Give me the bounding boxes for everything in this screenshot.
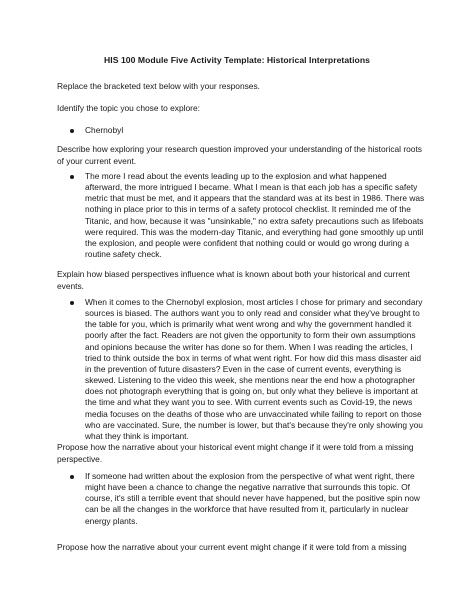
section-1-bullet-text: Chernobyl xyxy=(85,125,124,135)
section-2-prompt: Describe how exploring your research question improved your understanding of the historical roots of your current event. xyxy=(57,144,422,166)
bullet-icon xyxy=(70,475,74,479)
section-1-prompt: Identify the topic you chose to explore: xyxy=(57,103,200,113)
bullet-icon xyxy=(70,129,74,133)
section-5-prompt: Propose how the narrative about your current event might change if it were told from a missing xyxy=(57,542,407,552)
bullet-icon xyxy=(70,175,74,179)
section-3-prompt: Explain how biased perspectives influence what is known about both your historical and current events. xyxy=(57,269,410,291)
section-3-bullet-text: When it comes to the Chernobyl explosion, most articles I chose for primary and secondary sources is biased. The authors want you to only read and consider what they've brought to the table for you, which is primarily what went wrong and why the government handled it poorly after the fact. Readers are not given the opportunity to form their own assumptions and opinions because the writer has done so for them. When I was reading the articles, I tried to think outside the box in terms of what went right. For how did this mass disaster aid in the prevention of future disasters? Even in the case of current events, everything is skewed. Listening to the video this week, she mentions near the end how a photographer does not photograph everything that is going on, but only what they believe is important at the time and what they want you to see. With current events such as Covid-19, the news media focuses on the deaths of those who are unvaccinated while failing to report on those who are vaccinated. Sure, the number is lower, but that's because they're only showing you what they think is important. xyxy=(85,297,423,441)
section-4-bullet-text: If someone had written about the explosion from the perspective of what went right, there might have been a chance to change the negative narrative that surrounds this topic. Of course, it's still a terrible event that should never have happened, but the positive spin now can be all the changes in the workforce that have resulted from it, particularly in nuclear energy plants. xyxy=(85,471,420,526)
section-4-prompt: Propose how the narrative about your historical event might change if it were told from a missing perspective. xyxy=(57,442,414,464)
document-title: HIS 100 Module Five Activity Template: Historical Interpretations xyxy=(104,55,370,65)
section-2-bullet-text: The more I read about the events leading up to the explosion and what happened afterward, the more intrigued I became. What I mean is that each job has a specific safety metric that must be met, and it appears that the standard was at its best in 1986. There was nothing in place prior to this in terms of a safety protocol checklist. It reminded me of the Titanic, and how, because it was "unsinkable," no extra safety precautions such as lifeboats were required. This was the modern-day Titanic, and everything had gone smoothly up until the explosion, and people were confident that nothing could or would go wrong during a routine safety check. xyxy=(85,171,425,260)
bullet-icon xyxy=(70,301,74,305)
instruction-text: Replace the bracketed text below with your responses. xyxy=(57,81,260,91)
